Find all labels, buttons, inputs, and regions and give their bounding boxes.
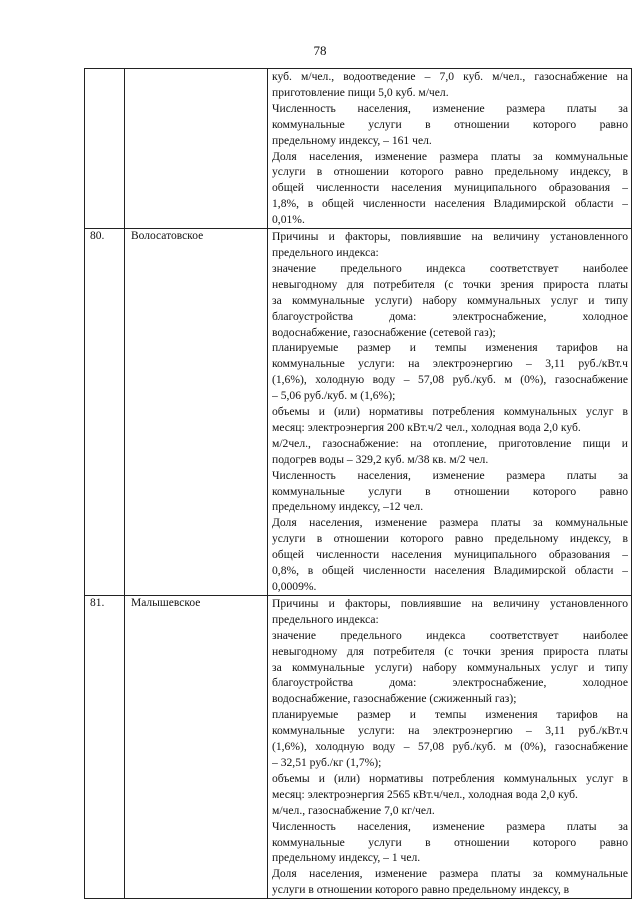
description-line: 1,8%, в общей численности населения Владимирской области – xyxy=(272,197,628,211)
description-line: Доля населения, изменение размера платы за коммунальные xyxy=(272,516,628,530)
description-line: объемы и (или) нормативы потребления коммунальных услуг в xyxy=(272,771,628,785)
description-cell xyxy=(268,229,632,596)
description-line: куб. м/чел., водоотведение – 7,0 куб. м/чел., газоснабжение на xyxy=(272,70,628,83)
description-line: Численность населения, изменение размера платы за xyxy=(272,101,628,115)
description-line: общей численности населения муниципального образования – xyxy=(272,181,628,195)
municipality-name: Волосатовское xyxy=(125,229,268,596)
municipality-name: Малышевское xyxy=(125,595,268,898)
description-line: Численность населения, изменение размера платы за xyxy=(272,819,628,833)
description-line: предельному индексу, – 1 чел. xyxy=(272,851,421,865)
description-line: невыгодному для потребителя (с точки зрения прироста платы xyxy=(272,644,628,658)
description-line: – 32,51 руб./кг (1,7%); xyxy=(272,755,382,769)
description-line: за коммунальные услуги) набору коммунальных услуг и типу xyxy=(272,293,628,307)
description-line: Причины и факторы, повлиявшие на величину установленного xyxy=(272,230,628,244)
description-line: услуги в отношении которого равно предельному индексу, в xyxy=(272,532,628,546)
description-line: месяц: электроэнергия 2565 кВт.ч/чел., холодная вода 2,0 куб. xyxy=(272,787,578,801)
row-number: 80. xyxy=(85,229,125,596)
description-line: благоустройства дома: электроснабжение, холодное xyxy=(272,309,628,323)
description-line: 0,0009%. xyxy=(272,580,317,593)
page-number: 78 xyxy=(313,43,327,58)
table-row xyxy=(85,595,632,898)
description-line: планируемые размер и темпы изменения тарифов на xyxy=(272,708,628,722)
description-line: значение предельного индекса соответствует наиболее xyxy=(272,261,628,275)
description-line: объемы и (или) нормативы потребления коммунальных услуг в xyxy=(272,405,628,419)
description-line: планируемые размер и темпы изменения тарифов на xyxy=(272,341,628,355)
description-line: благоустройства дома: электроснабжение, холодное xyxy=(272,676,628,690)
description-line: – 5,06 руб./куб. м (1,6%); xyxy=(272,389,396,403)
description-line: предельного индекса: xyxy=(272,245,379,259)
description-line: подогрев воды – 329,2 куб. м/38 кв. м/2 чел. xyxy=(272,452,489,466)
description-line: водоснабжение, газоснабжение (сетевой газ); xyxy=(272,325,496,339)
description-line: коммунальные услуги в отношении которого равно xyxy=(272,484,628,498)
description-cell xyxy=(268,69,632,229)
description-cell xyxy=(268,595,632,898)
description-line: Доля населения, изменение размера платы за коммунальные xyxy=(272,149,628,163)
description-line: Доля населения, изменение размера платы за коммунальные xyxy=(272,867,628,881)
description-line: (1,6%), холодную воду – 57,08 руб./куб. м (0%), газоснабжение xyxy=(272,373,628,387)
description-line: невыгодному для потребителя (с точки зрения прироста платы xyxy=(272,277,628,291)
description-line: предельному индексу, – 161 чел. xyxy=(272,133,432,147)
description-line: м/2чел., газоснабжение: на отопление, приготовление пищи и xyxy=(272,436,628,450)
description-line: 0,01%. xyxy=(272,213,305,227)
description-line: предельного индекса: xyxy=(272,612,379,626)
description-line: коммунальные услуги в отношении которого равно xyxy=(272,117,628,131)
description-line: общей численности населения муниципального образования – xyxy=(272,548,628,562)
description-line: за коммунальные услуги) набору коммунальных услуг и типу xyxy=(272,660,628,674)
description-line: коммунальные услуги: на электроэнергию – 3,11 руб./кВт.ч xyxy=(272,724,628,738)
description-line: услуги в отношении которого равно предельному индексу, в xyxy=(272,883,570,897)
description-line: значение предельного индекса соответствует наиболее xyxy=(272,628,628,642)
description-line: месяц: электроэнергия 200 кВт.ч/2 чел., холодная вода 2,0 куб. xyxy=(272,420,581,434)
description-line: 0,8%, в общей численности населения Владимирской области – xyxy=(272,564,628,578)
description-line: (1,6%), холодную воду – 57,08 руб./куб. м (0%), газоснабжение xyxy=(272,740,628,754)
description-line: Численность населения, изменение размера платы за xyxy=(272,468,628,482)
description-line: услуги в отношении которого равно предельному индексу, в xyxy=(272,165,628,179)
description-line: коммунальные услуги: на электроэнергию – 3,11 руб./кВт.ч xyxy=(272,357,628,371)
table-row xyxy=(85,229,632,596)
municipality-index-table xyxy=(84,68,632,899)
description-line: м/чел., газоснабжение 7,0 кг/чел. xyxy=(272,803,435,817)
municipality-name xyxy=(125,69,268,229)
description-line: предельному индексу, –12 чел. xyxy=(272,500,424,514)
description-line: водоснабжение, газоснабжение (сжиженный газ); xyxy=(272,692,517,706)
description-line: Причины и факторы, повлиявшие на величину установленного xyxy=(272,596,628,610)
description-line: приготовление пищи 5,0 куб. м/чел. xyxy=(272,85,449,99)
description-line: коммунальные услуги в отношении которого равно xyxy=(272,835,628,849)
row-number xyxy=(85,69,125,229)
row-number: 81. xyxy=(85,595,125,898)
table-row xyxy=(85,69,632,229)
